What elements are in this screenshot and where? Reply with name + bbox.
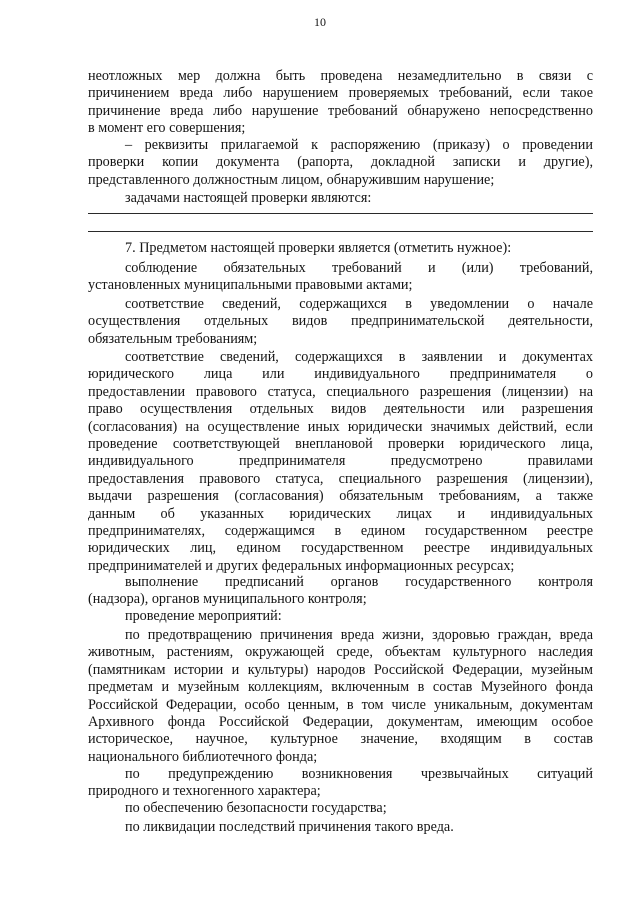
text-line: Российской Федерации, особо ценным, в том числе уникальным, документам [88, 696, 593, 713]
text-line: задачами настоящей проверки являются: [125, 190, 372, 206]
text-line: по ликвидации последствий причинения такого вреда. [125, 819, 454, 835]
text-line: животным, растениям, окружающей среде, объектам культурного наследия [88, 644, 593, 661]
text-line: установленных муниципальными правовыми актами; [88, 277, 413, 294]
tasks-label [88, 190, 593, 207]
text-line: соответствие сведений, содержащихся в заявлении и документах [125, 349, 593, 365]
subject-item-compliance [88, 260, 593, 295]
fill-in-line [88, 213, 593, 214]
text-line: соответствие сведений, содержащихся в уведомлении о начале [125, 296, 593, 312]
text-line: по предупреждению возникновения чрезвычайных ситуаций [125, 766, 593, 782]
text-line: историческое, научное, культурное значение, входящим в состав [88, 731, 593, 748]
text-line: Архивного фонда Российской Федерации, документам, имеющим особое [88, 714, 593, 731]
measure-liquidation [88, 819, 593, 836]
text-line: юридического лица или индивидуального предпринимателя о [88, 366, 593, 383]
text-line: право осуществления отдельных видов деятельности или разрешения [88, 401, 593, 418]
measure-prevent-harm [88, 627, 593, 766]
text-line: представленного должностным лицом, обнаружившим нарушение; [88, 171, 495, 188]
text-line: природного и техногенного характера; [88, 783, 321, 800]
text-line: причинение вреда либо нарушение требований обнаружено непосредственно [88, 102, 593, 119]
attachment-requisites-paragraph [88, 137, 593, 189]
page-number: 10 [314, 15, 326, 29]
text-line: выдачи разрешения (согласования) обязательным требованиям, а также [88, 488, 593, 505]
text-line: выполнение предписаний органов государственного контроля [125, 574, 593, 590]
subject-item-measures [88, 608, 593, 625]
measure-security [88, 800, 593, 817]
text-line: национального библиотечного фонда; [88, 748, 318, 765]
text-line: неотложных мер должна быть проведена незамедлительно в связи с [88, 68, 593, 84]
text-line: по предотвращению причинения вреда жизни, здоровью граждан, вреда [125, 627, 593, 643]
text-line: в момент его совершения; [88, 120, 246, 137]
text-line: предпринимателей и других федеральных информационных ресурсах; [88, 557, 515, 574]
text-line: индивидуального предпринимателя предусмотрено правилами [88, 453, 593, 470]
text-line: соблюдение обязательных требований и (или) требований, [125, 260, 593, 276]
text-line: причинением вреда либо нарушением проверяемых требований, если такое [88, 85, 593, 102]
text-line: предпринимателях, содержащимся в едином государственном реестре [88, 523, 593, 540]
text-line: осуществления отдельных видов предпринимательской деятельности, [88, 313, 593, 330]
text-line: предметам и музейным коллекциям, включенным в состав Музейного фонда [88, 679, 593, 696]
text-line: (надзора), органов муниципального контроля; [88, 591, 367, 608]
section-heading: 7. Предметом настоящей проверки является (отметить нужное): [125, 240, 512, 256]
fill-in-line [88, 231, 593, 232]
text-line: (памятникам истории и культуры) народов Российской Федерации, музейным [88, 661, 593, 678]
subject-item-notification [88, 296, 593, 348]
continuation-paragraph [88, 68, 593, 138]
text-line: по обеспечению безопасности государства; [125, 800, 387, 816]
text-line: предоставления правового статуса, специального разрешения (лицензии), [88, 470, 593, 487]
text-line: обязательным требованиям; [88, 330, 258, 347]
subject-item-application [88, 349, 593, 575]
text-line: предоставлении правового статуса, специального разрешения (лицензии) на [88, 383, 593, 400]
text-line: (согласования) на осуществление иных юридически значимых действий, если [88, 418, 593, 435]
subject-item-prescriptions [88, 574, 593, 609]
text-line: проверки копии документа (рапорта, докладной записки и другие), [88, 154, 593, 171]
text-line: юридических лиц, едином государственном реестре индивидуальных [88, 540, 593, 557]
section-7-heading [88, 240, 593, 257]
text-line: – реквизиты прилагаемой к распоряжению (приказу) о проведении [125, 137, 593, 153]
text-line: проведение соответствующей внеплановой проверки юридического лица, [88, 436, 593, 453]
measure-emergency [88, 766, 593, 801]
text-line: проведение мероприятий: [125, 608, 282, 624]
text-line: данным об указанных юридических лицах и индивидуальных [88, 505, 593, 522]
